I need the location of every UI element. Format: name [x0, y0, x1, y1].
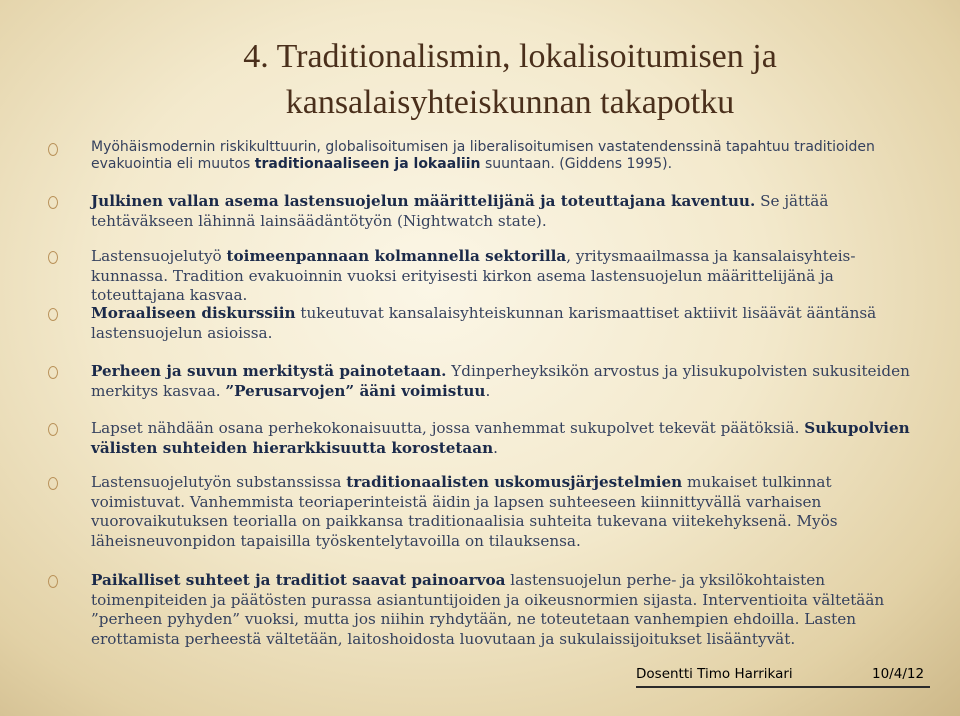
- bullet-text: [91, 192, 921, 231]
- bullet-circle-icon: [48, 423, 58, 436]
- bullet-text-part: tukeutuvat kansalaisyhteiskunnan karismaattiset aktiivit lisäävät ääntänsä lastensuojelun asioissa.: [91, 304, 877, 342]
- bullet-text-emphasis: ”Perusarvojen” ääni voimistuu: [225, 381, 486, 400]
- bullet-text-part: Lastensuojelutyö: [91, 247, 227, 265]
- bullet-text: [91, 304, 921, 343]
- slide-title-line-1: 4. Traditionalismin, lokalisoitumisen ja: [243, 38, 777, 75]
- bullet-text-emphasis: toimeenpannaan kolmannella sektorilla: [226, 247, 567, 265]
- bullet-text-part: lastensuojelun perhe- ja yksilökohtaisten toimenpiteiden ja päätösten purassa asiantuntijoiden ja oikeusnormien sijasta. Interventioita vältetään ”perheen pyhyden” vuoksi, mutta jos niihin ryhdytään, ne toteutetaan vanhempien ehdoilla. Lasten erottamista perheestä vältetään, laitoshoidosta luovutaan ja sukulaissijoitukset lisääntyvät.: [91, 571, 885, 648]
- bullet-text-emphasis: traditionaaliseen ja lokaaliin: [254, 156, 481, 172]
- bullet-circle-icon: [48, 196, 58, 209]
- bullet-text-emphasis: Julkinen vallan asema lastensuojelun määrittelijänä ja toteuttajana kaventuu.: [91, 192, 756, 210]
- bullet-circle-icon: [48, 251, 58, 264]
- bullet-circle-icon: [48, 366, 58, 379]
- bullet-text-part: .: [493, 438, 498, 457]
- bullet-text-part: , yritysmaailmassa ja kansalaisyhteis-kunnassa. Tradition evakuoinnin vuoksi erityisesti kirkon asema lastensuojelun määrittelijänä ja toteuttajana kasvaa.: [91, 247, 856, 304]
- bullet-text-part: suuntaan. (Giddens 1995).: [480, 156, 673, 172]
- bullet-text-part: .: [485, 381, 491, 400]
- bullet-text-part: Ydinperheyksikön arvostus ja ylisukupolvisten sukusiteiden merkitys kasvaa.: [91, 362, 910, 400]
- bullet-text: [91, 247, 921, 306]
- bullet-text-part: Se jättää tehtäväkseen lähinnä lainsäädäntötyön (Nightwatch state).: [91, 192, 829, 230]
- bullet-text-emphasis: traditionaalisten uskomusjärjestelmien: [346, 473, 683, 491]
- bullet-circle-icon: [48, 477, 58, 490]
- bullet-text-emphasis: Paikalliset suhteet ja traditiot saavat painoarvoa: [91, 571, 506, 589]
- bullet-text-part: mukaiset tulkinnat voimistuvat. Vanhemmista teoriaperinteistä äidin ja lapsen suhteeseen kiinnittyvällä varhaisen vuorovaikutuksen teorialla on paikkansa traditionaalisia suhteita tukevana viitekehyksenä. Myös läheisneuvonpidon tapaisilla työskentelytavoilla on tilauksensa.: [91, 473, 838, 550]
- bullet-text: [91, 362, 921, 401]
- bullet-text: [91, 473, 921, 551]
- bullet-text-emphasis: Sukupolvien välisten suhteiden hierarkkisuutta korostetaan: [91, 419, 910, 457]
- bullet-text-part: Lapset nähdään osana perhekokonaisuutta, jossa vanhemmat sukupolvet tekevät päätöksiä.: [91, 419, 805, 437]
- bullet-circle-icon: [48, 575, 58, 588]
- bullet-text-emphasis: Perheen ja suvun merkitystä painotetaan.: [91, 362, 447, 380]
- slide-title-line-2: kansalaisyhteiskunnan takapotku: [285, 84, 735, 121]
- bullet-text-part: Myöhäismodernin riskikulttuurin, globalisoitumisen ja liberalisoitumisen vastatendenssinä tapahtuu traditioiden evakuointia eli muutos: [91, 139, 875, 172]
- footer-date: 10/4/12: [872, 666, 925, 682]
- bullet-text-part: Lastensuojelutyön substanssissa: [91, 473, 347, 491]
- bullet-text-emphasis: Moraaliseen diskurssiin: [91, 304, 296, 322]
- bullet-circle-icon: [48, 308, 58, 321]
- footer-author: Dosentti Timo Harrikari: [636, 666, 793, 682]
- bullet-text: [91, 419, 921, 458]
- bullet-circle-icon: [48, 143, 58, 156]
- footer-divider: [636, 686, 930, 688]
- bullet-text: [91, 571, 921, 649]
- bullet-text: [91, 139, 921, 173]
